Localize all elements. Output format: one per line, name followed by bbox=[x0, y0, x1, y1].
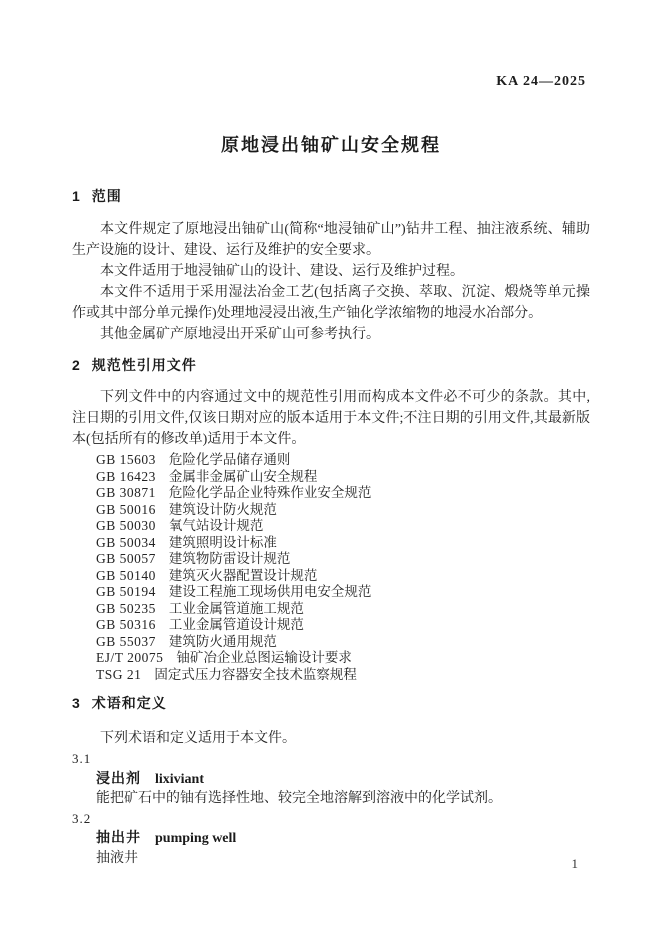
reference-title: 固定式压力容器安全技术监察规程 bbox=[154, 666, 357, 682]
paragraph: 本文件不适用于采用湿法冶金工艺(包括离子交换、萃取、沉淀、煅烧等单元操作或其中部分单元操作)处理地浸浸出液,生产铀化学浓缩物的地浸水冶部分。 bbox=[72, 285, 590, 321]
reference-item bbox=[72, 469, 590, 486]
reference-code: GB 50030 bbox=[96, 518, 156, 533]
reference-code: GB 50316 bbox=[96, 617, 156, 632]
paragraph: 本文件适用于地浸铀矿山的设计、建设、运行及维护过程。 bbox=[100, 264, 464, 279]
reference-title: 工业金属管道施工规范 bbox=[168, 600, 304, 616]
reference-code: GB 50194 bbox=[96, 584, 156, 599]
reference-item bbox=[72, 650, 590, 667]
reference-code: GB 50140 bbox=[96, 567, 156, 583]
section-number: 1 bbox=[72, 188, 80, 204]
reference-code: TSG 21 bbox=[96, 666, 142, 682]
term-definition: 能把矿石中的铀有选择性地、较完全地溶解到溶液中的化学试剂。 bbox=[96, 791, 502, 806]
section-heading bbox=[72, 355, 590, 376]
section-scope bbox=[72, 186, 590, 345]
reference-code: GB 50235 bbox=[96, 600, 156, 616]
reference-item bbox=[72, 617, 590, 634]
reference-item bbox=[72, 485, 590, 502]
term-chinese: 浸出剂 bbox=[96, 769, 141, 786]
section-normative-references bbox=[72, 355, 590, 683]
reference-item bbox=[72, 502, 590, 519]
reference-item bbox=[72, 551, 590, 568]
term-chinese: 抽出井 bbox=[96, 829, 141, 845]
section-title: 规范性引用文件 bbox=[91, 357, 197, 373]
term-english: lixiviant bbox=[155, 771, 205, 787]
reference-title: 建设工程施工现场供用电安全规范 bbox=[168, 584, 372, 599]
section-heading bbox=[72, 186, 590, 207]
reference-title: 金属非金属矿山安全规程 bbox=[168, 468, 318, 484]
paragraph: 其他金属矿产原地浸出开采矿山可参考执行。 bbox=[100, 327, 380, 342]
term-line bbox=[72, 769, 590, 790]
term-number: 3.2 bbox=[72, 810, 92, 826]
reference-title: 工业金属管道设计规范 bbox=[168, 617, 304, 632]
reference-code: GB 55037 bbox=[96, 633, 156, 649]
reference-code: GB 16423 bbox=[96, 468, 156, 484]
reference-item bbox=[72, 452, 590, 469]
section-terms-definitions bbox=[72, 693, 590, 868]
term-line bbox=[72, 828, 590, 849]
reference-title: 建筑灭火器配置设计规范 bbox=[168, 567, 318, 583]
section-number: 3 bbox=[72, 695, 80, 711]
reference-title: 危险化学品企业特殊作业安全规范 bbox=[168, 485, 372, 500]
reference-item bbox=[72, 584, 590, 601]
references-list bbox=[72, 452, 590, 683]
document-title: 原地浸出铀矿山安全规程 bbox=[221, 135, 441, 155]
section-number: 2 bbox=[72, 357, 80, 373]
paragraph: 下列文件中的内容通过文中的规范性引用而构成本文件必不可少的条款。其中,注日期的引用文件,仅该日期对应的版本适用于本文件;不注日期的引用文件,其最新版本(包括所有的修改单)适用于本文件。 bbox=[72, 390, 590, 447]
term-number: 3.1 bbox=[72, 751, 92, 766]
reference-item bbox=[72, 667, 590, 684]
reference-item bbox=[72, 568, 590, 585]
reference-title: 建筑照明设计标准 bbox=[168, 534, 277, 550]
paragraph: 本文件规定了原地浸出铀矿山(简称“地浸铀矿山”)钻井工程、抽注液系统、辅助生产设施的设计、建设、运行及维护的安全要求。 bbox=[72, 222, 590, 258]
reference-title: 危险化学品储存通则 bbox=[168, 452, 291, 467]
reference-code: GB 15603 bbox=[96, 452, 156, 467]
reference-code: GB 50057 bbox=[96, 551, 156, 566]
term-entry bbox=[72, 749, 590, 809]
reference-code: GB 30871 bbox=[96, 485, 156, 500]
section-heading bbox=[72, 693, 590, 714]
reference-title: 铀矿冶企业总图运输设计要求 bbox=[176, 650, 352, 665]
section-title: 范围 bbox=[91, 188, 122, 204]
term-english: pumping well bbox=[155, 831, 237, 846]
document-body bbox=[72, 186, 590, 868]
reference-title: 建筑设计防火规范 bbox=[168, 501, 277, 517]
section-title: 术语和定义 bbox=[91, 695, 167, 711]
reference-code: GB 50034 bbox=[96, 534, 156, 550]
page-number: 1 bbox=[571, 856, 578, 871]
paragraph: 下列术语和定义适用于本文件。 bbox=[100, 731, 296, 746]
reference-code: GB 50016 bbox=[96, 501, 156, 517]
term-definition: 抽液井 bbox=[96, 850, 138, 866]
doc-number: KA 24—2025 bbox=[496, 74, 586, 89]
reference-item bbox=[72, 634, 590, 651]
reference-title: 建筑物防雷设计规范 bbox=[168, 551, 291, 566]
reference-item bbox=[72, 535, 590, 552]
reference-item bbox=[72, 518, 590, 535]
reference-item bbox=[72, 601, 590, 618]
reference-title: 氧气站设计规范 bbox=[168, 518, 264, 533]
reference-code: EJ/T 20075 bbox=[96, 650, 164, 665]
reference-title: 建筑防火通用规范 bbox=[168, 633, 277, 649]
term-entry bbox=[72, 809, 590, 869]
